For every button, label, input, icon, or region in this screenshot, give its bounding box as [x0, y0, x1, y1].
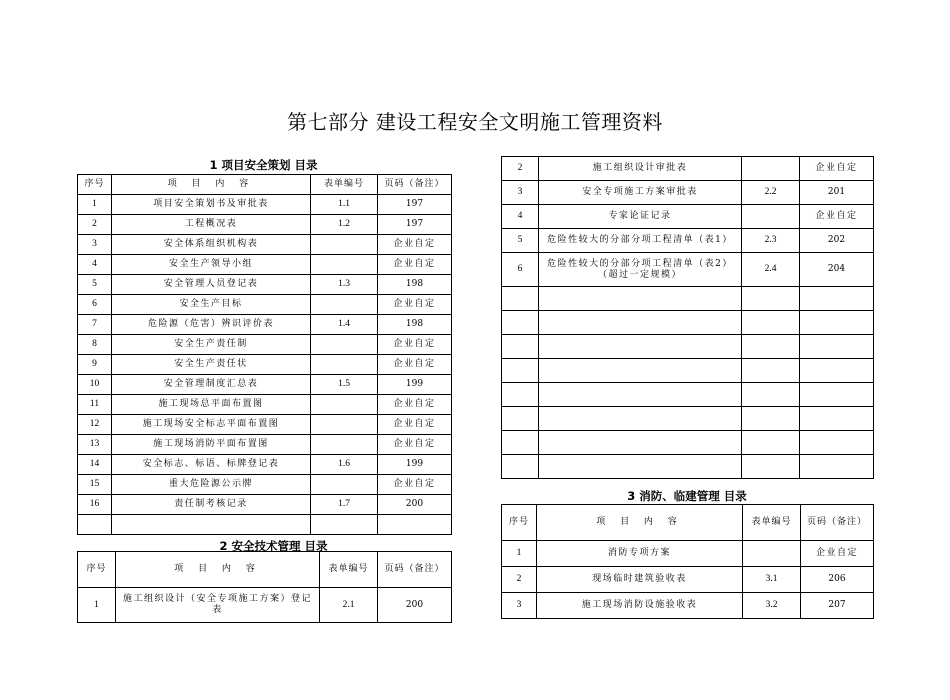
blank-row: [502, 335, 874, 359]
row-item: 安全管理人员登记表: [112, 275, 311, 295]
blank-row: [78, 515, 452, 535]
row-item: 消防专项方案: [537, 541, 743, 567]
section1-table: [77, 174, 452, 535]
row-form: [311, 255, 378, 275]
row-form: 1.4: [311, 315, 378, 335]
table-row: [78, 475, 452, 495]
row-no: 1: [78, 195, 112, 215]
row-item: 安全专项施工方案审批表: [539, 181, 742, 205]
blank-cell: [742, 287, 800, 311]
row-item: 安全标志、标语、标牌登记表: [112, 455, 311, 475]
table-row: [502, 593, 874, 619]
table-row: [78, 435, 452, 455]
row-page: 企业自定: [378, 335, 452, 355]
table-row: [78, 355, 452, 375]
row-form: 1.1: [311, 195, 378, 215]
row-form: [742, 157, 800, 181]
header-form: 表单编号: [320, 552, 378, 588]
table-row: [502, 229, 874, 253]
table-row: [78, 255, 452, 275]
row-item: 施工组织设计审批表: [539, 157, 742, 181]
table-row: [502, 541, 874, 567]
row-item: 专家论证记录: [539, 205, 742, 229]
blank-row: [502, 311, 874, 335]
row-no: 4: [502, 205, 539, 229]
blank-cell: [502, 383, 539, 407]
table-row: [502, 157, 874, 181]
row-page: 198: [378, 315, 452, 335]
row-item: 施工现场消防平面布置图: [112, 435, 311, 455]
row-page: 企业自定: [378, 415, 452, 435]
row-no: 3: [502, 181, 539, 205]
row-form: 2.1: [320, 588, 378, 623]
blank-cell: [800, 335, 874, 359]
row-form: 3.1: [743, 567, 801, 593]
table-header-row: [78, 175, 452, 195]
row-item: 危险源（危害）辨识评价表: [112, 315, 311, 335]
row-form: 1.6: [311, 455, 378, 475]
row-form: [311, 415, 378, 435]
blank-cell: [539, 383, 742, 407]
table-row: [78, 495, 452, 515]
row-no: 10: [78, 375, 112, 395]
row-item: 安全体系组织机构表: [112, 235, 311, 255]
row-form: 1.3: [311, 275, 378, 295]
row-no: 11: [78, 395, 112, 415]
row-item: 危险性较大的分部分项工程清单（表1）: [539, 229, 742, 253]
row-page: 企业自定: [378, 395, 452, 415]
row-no: 5: [78, 275, 112, 295]
blank-cell: [502, 335, 539, 359]
row-no: 1: [502, 541, 537, 567]
row-no: 9: [78, 355, 112, 375]
table-row: [78, 235, 452, 255]
row-page: 201: [800, 181, 874, 205]
row-no: 5: [502, 229, 539, 253]
row-no: 16: [78, 495, 112, 515]
blank-row: [502, 359, 874, 383]
blank-cell: [800, 311, 874, 335]
row-page: 199: [378, 375, 452, 395]
row-form: [311, 435, 378, 455]
row-page: 202: [800, 229, 874, 253]
row-page: 企业自定: [800, 205, 874, 229]
blank-cell: [800, 431, 874, 455]
row-page: 企业自定: [800, 157, 874, 181]
row-no: 1: [78, 588, 116, 623]
blank-cell: [539, 335, 742, 359]
row-item: 安全生产责任制: [112, 335, 311, 355]
header-no: 序号: [502, 505, 537, 541]
row-page: 企业自定: [378, 475, 452, 495]
row-form: [311, 295, 378, 315]
blank-cell: [742, 383, 800, 407]
row-form: [311, 235, 378, 255]
row-page: 企业自定: [378, 355, 452, 375]
row-page: 企业自定: [378, 295, 452, 315]
row-form: [311, 395, 378, 415]
row-form: 2.4: [742, 253, 800, 287]
row-page: 企业自定: [378, 235, 452, 255]
table-row: [78, 375, 452, 395]
header-item: 项 目 内 容: [116, 552, 320, 588]
row-form: 1.2: [311, 215, 378, 235]
blank-cell: [112, 515, 311, 535]
table-row: [502, 253, 874, 287]
blank-cell: [502, 311, 539, 335]
section3-title: 3 消防、临建管理 目录: [627, 489, 747, 503]
row-page: 197: [378, 215, 452, 235]
row-no: 14: [78, 455, 112, 475]
row-page: 企业自定: [378, 435, 452, 455]
row-no: 6: [502, 253, 539, 287]
table-row: [78, 415, 452, 435]
blank-row: [502, 455, 874, 479]
section2-table: [77, 551, 452, 623]
row-item: 项目安全策划书及审批表: [112, 195, 311, 215]
blank-cell: [311, 515, 378, 535]
row-form: [311, 335, 378, 355]
row-item: 危险性较大的分部分项工程清单（表2）（超过一定规模）: [539, 253, 742, 287]
header-no: 序号: [78, 175, 112, 195]
row-no: 2: [502, 567, 537, 593]
blank-cell: [539, 359, 742, 383]
blank-row: [502, 431, 874, 455]
blank-cell: [539, 455, 742, 479]
header-page: 页码（备注）: [801, 505, 874, 541]
row-item: 安全管理制度汇总表: [112, 375, 311, 395]
row-no: 8: [78, 335, 112, 355]
row-item: 重大危险源公示牌: [112, 475, 311, 495]
header-form: 表单编号: [311, 175, 378, 195]
row-item: 施工组织设计（安全专项施工方案）登记表: [116, 588, 320, 623]
row-page: 197: [378, 195, 452, 215]
blank-cell: [539, 287, 742, 311]
blank-cell: [502, 359, 539, 383]
section2-title: 2 安全技术管理 目录: [219, 539, 328, 553]
row-page: 200: [378, 495, 452, 515]
row-form: [311, 475, 378, 495]
row-form: [311, 355, 378, 375]
table-row: [502, 205, 874, 229]
table-row: [502, 567, 874, 593]
row-item: 责任制考核记录: [112, 495, 311, 515]
row-form: 2.2: [742, 181, 800, 205]
row-item: 工程概况表: [112, 215, 311, 235]
row-page: 206: [801, 567, 874, 593]
table-header-row: [502, 505, 874, 541]
blank-row: [502, 383, 874, 407]
row-form: 3.2: [743, 593, 801, 619]
section2-continued-table: [501, 156, 874, 479]
blank-cell: [539, 311, 742, 335]
blank-cell: [502, 431, 539, 455]
row-page: 企业自定: [801, 541, 874, 567]
blank-cell: [502, 287, 539, 311]
row-item: 安全生产领导小组: [112, 255, 311, 275]
row-no: 4: [78, 255, 112, 275]
table-row: [78, 195, 452, 215]
row-item: 施工现场消防设施验收表: [537, 593, 743, 619]
blank-row: [502, 287, 874, 311]
row-page: 204: [800, 253, 874, 287]
header-page: 页码（备注）: [378, 175, 452, 195]
blank-cell: [742, 311, 800, 335]
table-row: [78, 588, 452, 623]
section3-table: [501, 504, 874, 619]
blank-cell: [539, 431, 742, 455]
row-form: [742, 205, 800, 229]
blank-cell: [742, 359, 800, 383]
row-page: 207: [801, 593, 874, 619]
blank-cell: [742, 407, 800, 431]
row-page: 企业自定: [378, 255, 452, 275]
row-no: 12: [78, 415, 112, 435]
row-page: 198: [378, 275, 452, 295]
blank-cell: [800, 455, 874, 479]
blank-cell: [502, 407, 539, 431]
blank-cell: [742, 431, 800, 455]
table-row: [78, 335, 452, 355]
section1-title: 1 项目安全策划 目录: [209, 158, 318, 172]
table-row: [78, 215, 452, 235]
header-item: 项 目 内 容: [537, 505, 743, 541]
row-page: 200: [378, 588, 452, 623]
row-item: 安全生产目标: [112, 295, 311, 315]
page-title: 第七部分 建设工程安全文明施工管理资料: [287, 110, 663, 134]
table-row: [78, 315, 452, 335]
table-header-row: [78, 552, 452, 588]
header-item: 项 目 内 容: [112, 175, 311, 195]
row-no: 13: [78, 435, 112, 455]
row-page: 199: [378, 455, 452, 475]
table-row: [78, 395, 452, 415]
blank-cell: [78, 515, 112, 535]
table-row: [78, 295, 452, 315]
table-row: [502, 181, 874, 205]
blank-cell: [800, 407, 874, 431]
blank-row: [502, 407, 874, 431]
header-form: 表单编号: [743, 505, 801, 541]
blank-cell: [539, 407, 742, 431]
row-item: 安全生产责任状: [112, 355, 311, 375]
row-form: 1.7: [311, 495, 378, 515]
row-no: 7: [78, 315, 112, 335]
table-row: [78, 275, 452, 295]
blank-cell: [378, 515, 452, 535]
row-no: 3: [502, 593, 537, 619]
blank-cell: [800, 383, 874, 407]
row-no: 2: [502, 157, 539, 181]
row-item: 施工现场安全标志平面布置图: [112, 415, 311, 435]
table-row: [78, 455, 452, 475]
row-item: 施工现场总平面布置图: [112, 395, 311, 415]
blank-cell: [742, 335, 800, 359]
header-no: 序号: [78, 552, 116, 588]
blank-cell: [800, 287, 874, 311]
blank-cell: [742, 455, 800, 479]
row-no: 3: [78, 235, 112, 255]
row-form: 1.5: [311, 375, 378, 395]
row-no: 2: [78, 215, 112, 235]
row-form: 2.3: [742, 229, 800, 253]
header-page: 页码（备注）: [378, 552, 452, 588]
blank-cell: [502, 455, 539, 479]
blank-cell: [800, 359, 874, 383]
row-no: 6: [78, 295, 112, 315]
row-no: 15: [78, 475, 112, 495]
row-form: [743, 541, 801, 567]
row-item: 现场临时建筑验收表: [537, 567, 743, 593]
